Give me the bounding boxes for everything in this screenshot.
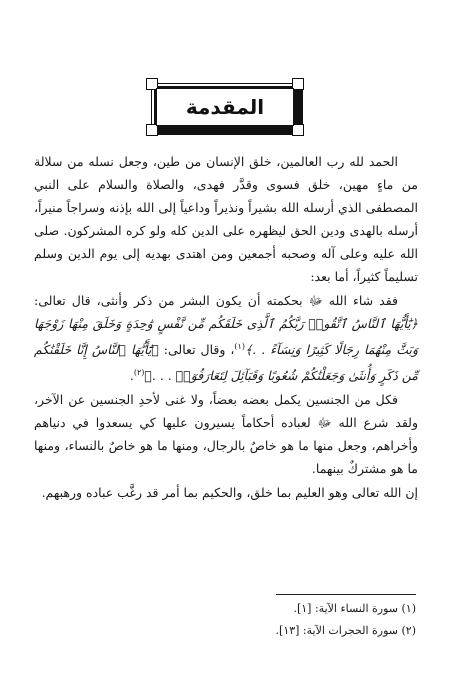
verse-end-text: . [129,368,134,384]
paragraph-intro: الحمد لله رب العالمين، خلق الإنسان من طين، وجعل نسله من سلالة من ماءٍ مهين، خلق فسوى وقدَّر فهدى، والصلاة والسلام على النبي المصطفى الذي أرسله الله بشيراً ونذيراً وداعياً إلى الله بإذنه وسراجاً منيراً، أرسله بالهدى ودين الحق ليظهره على الدين كله ولو كره المشركون. صلى الله عليه وعلى آله وصحبه أجمعين ومن اهتدى بهديه إلى يوم الدين وسلم تسليماً كثيراً، أما بعد: [34,154,418,284]
chapter-title-frame [151,83,299,131]
footnotes [36,598,416,642]
main-text [34,150,418,505]
paragraph-closing: إن الله تعالى وهو العليم بما خلق، والحكيم بما أمر قد رغَّب عباده ورهبهم. [41,485,418,501]
title-frame-inner-border [156,88,294,126]
verse-mid-text: ، وقال تعالى: [163,342,235,358]
footnote-1: (١) سورة النساء الآية: [١]. [293,602,416,615]
footnote-2: (٢) سورة الحجرات الآية: [١٣]. [275,624,416,637]
paragraph-verses [34,289,418,387]
chapter-title: المقدمة [185,95,265,119]
paragraph-genders: فكل من الجنسين يكمل بعضه بعضاً، ولا غنى لأحدِ الجنسين عن الآخر، ولقد شرع الله ﷻ لعباده أحكاماً يسيرون عليها كي يسعدوا في دنياهم وأخراهم، وجعل منها ما هو خاصٌ بالرجال، ومنها ما هو خاصٌ بالنساء، ومنها ما هو مشتركٌ بينهما. [34,392,418,477]
quran-verse-1: ﴿يَٰٓأَيُّهَا ٱلنَّاسُ ٱتَّقُوا۟ رَبَّكُمُ ٱلَّذِى خَلَقَكُم مِّن نَّفْسٍ وَٰحِدَةٍ وَخَلَقَ مِنْهَا زَوْجَهَا وَبَثَّ مِنْهُمَا رِجَالًا كَثِيرًا وَنِسَآءً . .﴾ [34,316,418,358]
footnote-reference-1: (١) [234,342,245,351]
quran-verse-2: ﴿يَٰٓأَيُّهَا ٱلنَّاسُ إِنَّا خَلَقْنَٰكُم مِّن ذَكَرٍ وَأُنثَىٰ وَجَعَلْنَٰكُمْ شُعُوبًا وَقَبَآئِلَ لِتَعَارَفُوٓا۟ . . .﴾ [34,342,418,384]
footnote-reference-2: (٢) [133,368,145,378]
verse-lead-text: فقد شاء الله ﷻ بحكمته أن يكون البشر من ذكر وأنثى، قال تعالى: [34,293,398,308]
footnote-separator-line [276,594,416,595]
